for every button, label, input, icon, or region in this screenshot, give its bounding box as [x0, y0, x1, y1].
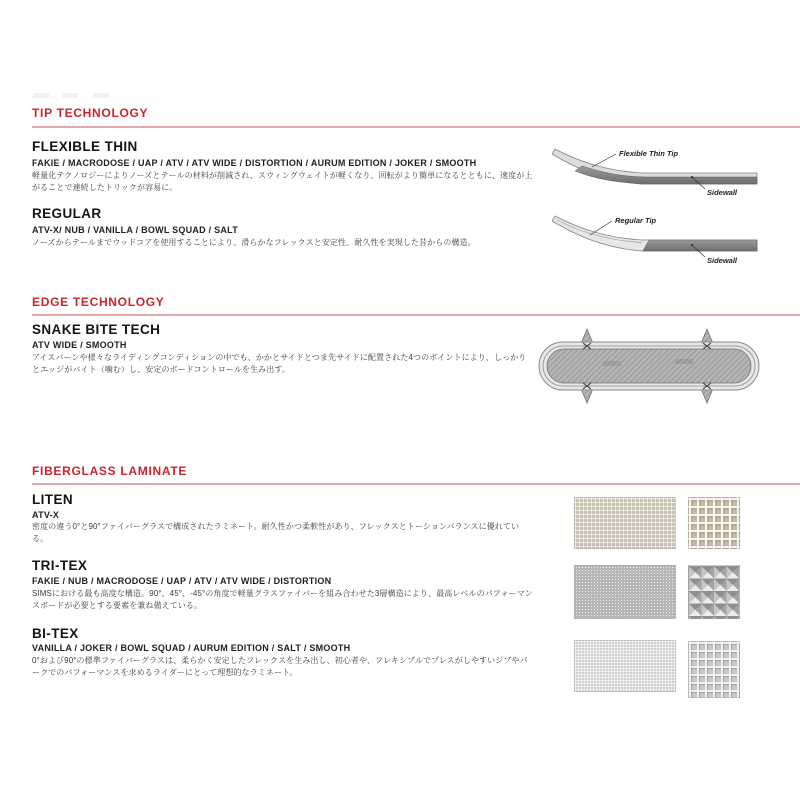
item-description-regular: ノーズからテールまでウッドコアを使用することにより、滑らかなフレックスと安定性、耐久性を実現した昔からの構造。 [32, 238, 476, 247]
item-description-flexible-thin: 軽量化テクノロジーによりノーズとテールの材料が削減され、スウィングウェイトが軽くなり、回転がより簡単になるとともに、速度が上がることで連続したトリックが容易に。 [32, 171, 533, 192]
board-topsheet [547, 349, 751, 383]
item-models-flexible-thin: FAKIE / MACRODOSE / UAP / ATV / ATV WIDE / DISTORTION / AURUM EDITION / JOKER / SMOOTH [32, 158, 477, 168]
item-title-flexible-thin: FLEXIBLE THIN [32, 139, 138, 154]
item-description-tri-tex: SIMSにおける最も高度な構造。90°、45°、-45°の角度で軽量グラスファイバーを組み合わせた3層構造により、最高レベルのパフォーマンスボードが必要とする要素を兼ね備えている。 [32, 589, 533, 610]
tri-tex-weave-detail-swatch [688, 565, 740, 619]
faint-artifact [33, 93, 49, 98]
faint-board-mark [675, 359, 693, 364]
section-heading-edge-technology: EDGE TECHNOLOGY [32, 295, 165, 309]
section-heading-fiberglass-laminate: FIBERGLASS LAMINATE [32, 464, 188, 478]
bi-tex-fiberglass-sheet-swatch [574, 640, 676, 692]
item-title-liten: LITEN [32, 492, 73, 507]
item-models-liten: ATV-X [32, 510, 60, 520]
item-title-snake-bite-tech: SNAKE BITE TECH [32, 322, 161, 337]
liten-weave-detail-swatch [688, 497, 740, 549]
flexible-thin-tip-diagram [552, 143, 762, 201]
section-heading-tip-technology: TIP TECHNOLOGY [32, 106, 149, 120]
item-title-bi-tex: BI-TEX [32, 626, 79, 641]
item-models-regular: ATV-X/ NUB / VANILLA / BOWL SQUAD / SALT [32, 225, 238, 235]
regular-tip-diagram [552, 210, 762, 268]
item-models-tri-tex: FAKIE / NUB / MACRODOSE / UAP / ATV / ATV WIDE / DISTORTION [32, 576, 332, 586]
item-description-liten: 密度の違う0°と90°ファイバーグラスで構成されたラミネート。耐久性かつ柔軟性があり、フレックスとトーションバランスに優れている。 [32, 522, 520, 543]
item-models-bi-tex: VANILLA / JOKER / BOWL SQUAD / AURUM EDITION / SALT / SMOOTH [32, 643, 351, 653]
faint-artifact [62, 93, 78, 98]
item-models-snake-bite-tech: ATV WIDE / SMOOTH [32, 340, 127, 350]
snake-bite-board-diagram [533, 326, 765, 406]
section-divider [32, 126, 800, 128]
item-description-bi-tex: 0°および90°の標準ファイバーグラスは、柔らかく安定したフレックスを生み出し、初心者や、フレキシブルでプレスがしやすいジブやパークでのパフォーマンスを求めるライダーにとって理想的なラミネート。 [32, 656, 528, 677]
item-title-regular: REGULAR [32, 206, 102, 221]
item-title-tri-tex: TRI-TEX [32, 558, 88, 573]
section-divider [32, 483, 800, 485]
liten-fiberglass-sheet-swatch [574, 497, 676, 549]
section-divider [32, 314, 800, 316]
faint-artifact [93, 93, 109, 98]
bi-tex-weave-detail-swatch [688, 641, 740, 698]
sidewall-label: Sidewall [707, 188, 738, 197]
tri-tex-fiberglass-sheet-swatch [574, 565, 676, 619]
sidewall-shape [643, 240, 757, 251]
leader-line [592, 154, 616, 167]
sidewall-label: Sidewall [707, 256, 738, 265]
item-description-snake-bite-tech: アイスバーンや様々なライディングコンディションの中でも、かかとサイドとつま先サイドに配置された4つのポイントにより、しっかりとエッジがバイト（噛む）し、安定のボードコントロールを生み出す。 [32, 353, 527, 374]
leader-line [590, 221, 612, 235]
tip-label: Regular Tip [615, 216, 657, 225]
faint-board-mark [603, 361, 621, 366]
tip-label: Flexible Thin Tip [619, 149, 679, 158]
